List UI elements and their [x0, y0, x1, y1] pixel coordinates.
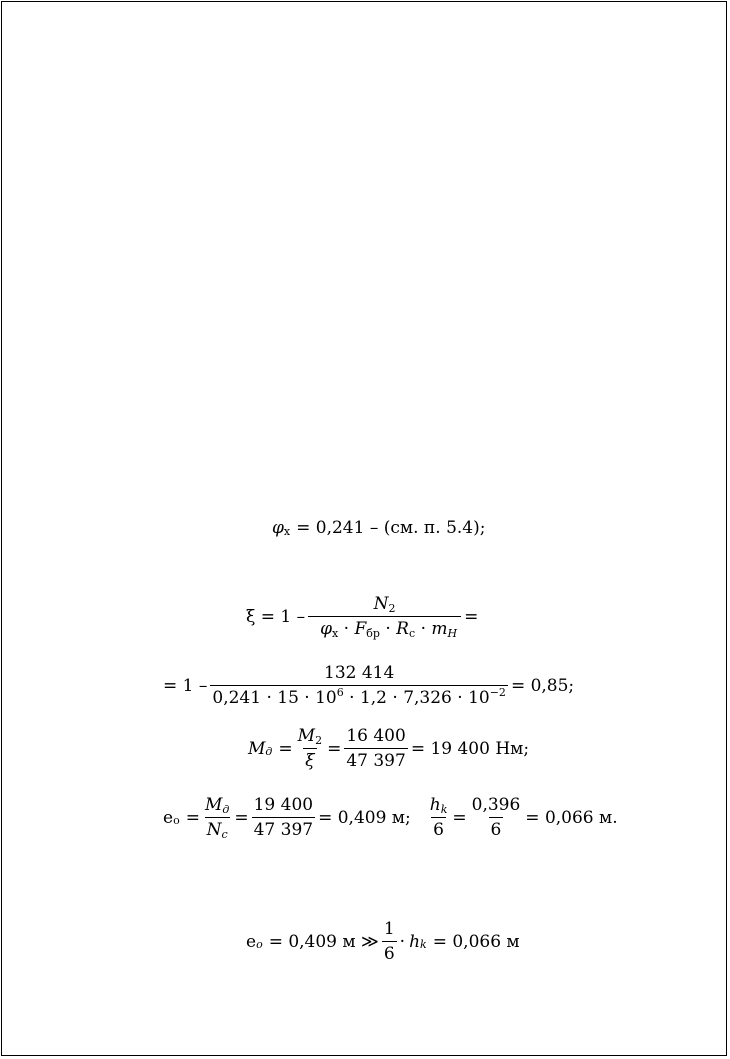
ecc-result: = 0,409 м; — [318, 807, 411, 828]
xi-numerator: $N_2$ — [373, 594, 396, 615]
ecc-symbol: e — [163, 807, 174, 828]
cmp-result: = 0,066 м — [432, 931, 520, 952]
equation-xi-formula — [246, 596, 478, 638]
equation-moment: M $_д$ = $\frac{M_2}{\xi}$ = $\frac{16 400}{47 397}$ = 19 400 Нм; — [248, 726, 530, 771]
moment-fraction-symbolic: $\frac{M_2}{\xi}$ — [297, 726, 323, 771]
cmp-ecc-symbol: e — [246, 931, 257, 952]
cmp-fraction: $\frac{1}{6}$ — [383, 919, 395, 964]
xi-value-numerator: 132 414 — [324, 663, 395, 683]
xi-lhs: ξ = 1 – — [246, 606, 306, 627]
phi-symbol: φ — [272, 518, 284, 538]
equation-comparison: e $_o$ = 0,409 м ≫ $\frac{1}{6}$ · h $_k$ = 0,066 м — [246, 919, 520, 964]
equation-phi: φ $_х$ = 0,241 – (см. п. 5.4); — [272, 518, 486, 538]
moment-symbol: M — [248, 738, 266, 759]
equation-eccentricity: e $_o$ = $\frac{M_д}{N_c}$ = $\frac{19 400}{47 397}$ = 0,409 м; $\frac{h_k}{6}$ = $\frac{0,396}{6}$ = 0,066 м. — [163, 795, 618, 841]
xi-value-fraction — [210, 665, 508, 707]
hk-fraction-symbolic: $\frac{h_k}{6}$ — [429, 795, 448, 840]
xi-fraction — [308, 596, 461, 638]
equation-xi-value — [163, 665, 574, 707]
hk-result: = 0,066 м. — [525, 807, 618, 828]
cmp-h-symbol: h — [409, 931, 421, 952]
hk-fraction-numeric: $\frac{0,396}{6}$ — [471, 795, 521, 840]
ecc-fraction-numeric: $\frac{19 400}{47 397}$ — [253, 795, 314, 840]
xi-value-lhs: = 1 – — [163, 675, 208, 696]
ecc-fraction-symbolic: $\frac{M_д}{N_c}$ — [204, 795, 230, 841]
moment-result: = 19 400 Нм; — [410, 738, 530, 759]
moment-fraction-numeric: $\frac{16 400}{47 397}$ — [346, 726, 406, 771]
xi-value-result: = 0,85; — [510, 675, 575, 696]
xi-denominator: $\varphi_х \cdot F_{бр} \cdot R_с \cdot m_Н$ — [308, 616, 461, 638]
phi-value: = 0,241 – (см. п. 5.4); — [296, 518, 486, 538]
cmp-ecc-value: = 0,409 м ≫ — [268, 931, 379, 952]
xi-tail: = — [464, 606, 479, 627]
xi-value-denominator: $0,241 \cdot 15 \cdot 10^6 \cdot 1,2 \cdot 7,326 \cdot 10^{-2}$ — [212, 686, 506, 708]
